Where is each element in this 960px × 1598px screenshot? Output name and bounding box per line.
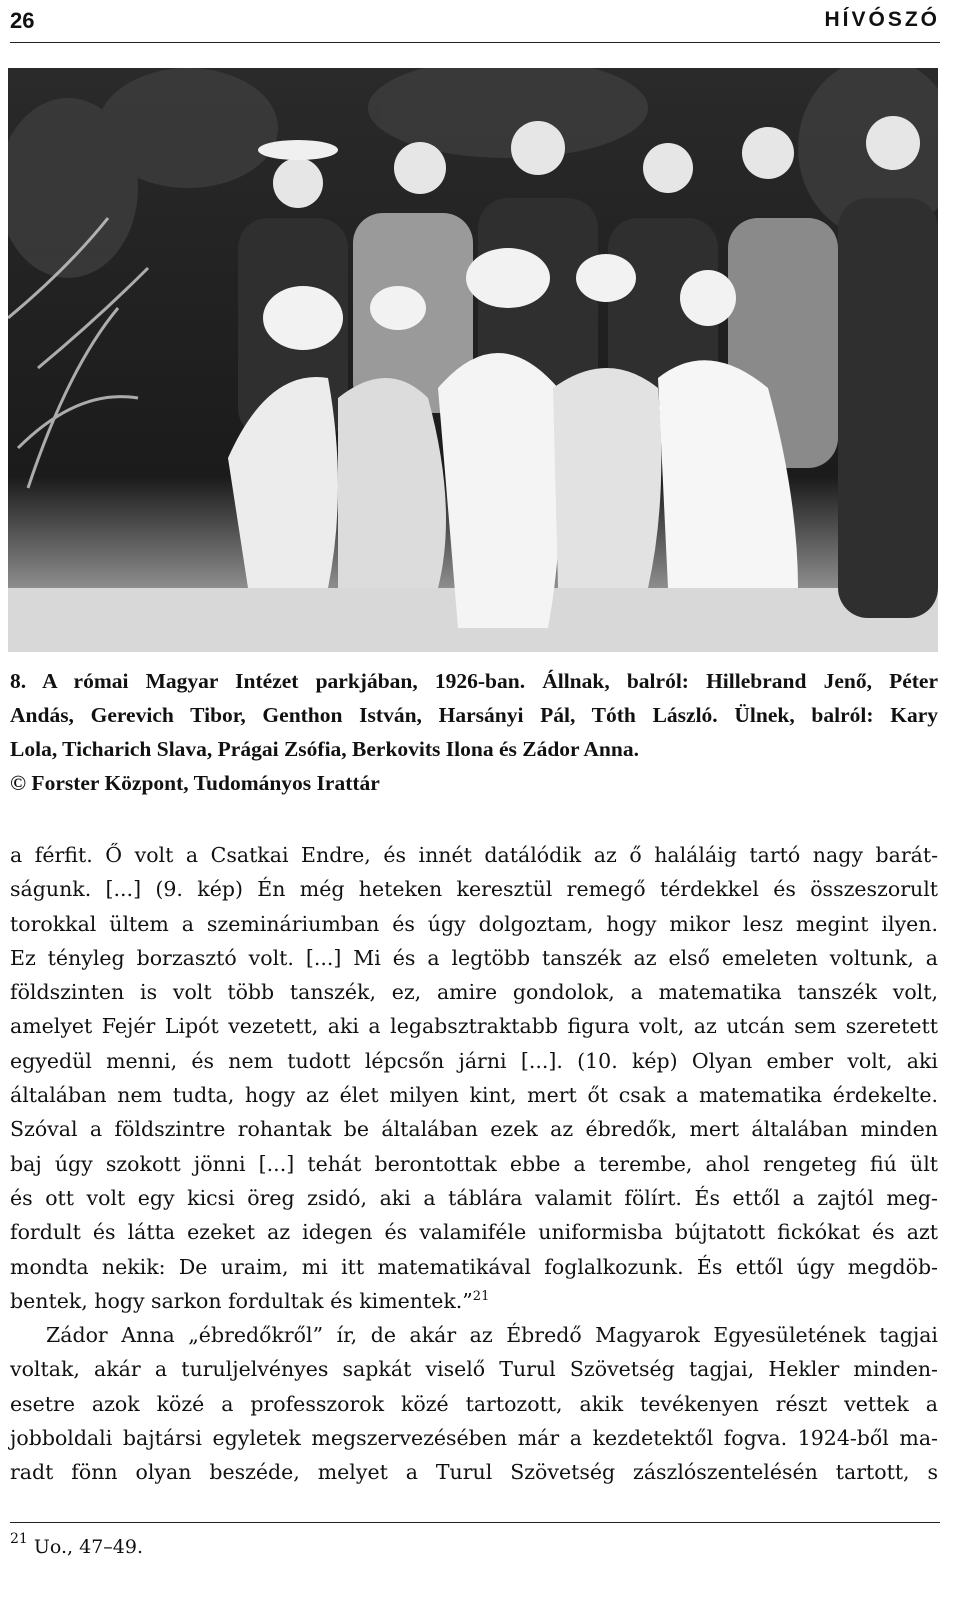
caption-line: 8. A római Magyar Intézet parkjában, 1926-ban. Állnak, balról: Hillebrand Jenő, Péter	[10, 669, 938, 693]
footnote-number: 21	[10, 1531, 28, 1547]
text-line: jobboldali bajtársi egyletek megszervezésében már a kezdetektől fogva. 1924-ből ma-	[10, 1426, 938, 1451]
text-line: fordult és látta ezeket az idegen és valamiféle uniformisba bújtatott fickókat és azt	[10, 1220, 938, 1245]
photo-illustration	[8, 68, 938, 652]
text-line: általában nem tudta, hogy az élet milyen kint, mert őt csak a matematika érdekelte.	[10, 1083, 938, 1108]
text-line-end	[10, 1284, 938, 1318]
text-line: földszinten is volt több tanszék, ez, amire gondolok, a matematika tanszék volt,	[10, 980, 938, 1005]
photo-caption	[10, 664, 938, 800]
page-header	[10, 8, 940, 36]
caption-line: Andás, Gerevich Tibor, Genthon István, Harsányi Pál, Tóth László. Ülnek, balról: Kary	[10, 703, 938, 727]
footnote-text: Uo., 47–49.	[33, 1536, 144, 1558]
text-line: ságunk. [...] (9. kép) Én még heteken keresztül remegő térdekkel és összeszorult	[10, 877, 938, 902]
running-title: HÍVÓSZÓ	[824, 8, 940, 31]
header-rule	[10, 42, 940, 43]
text-line: Ez tényleg borzasztó volt. [...] Mi és a legtöbb tanszék az első emeleten voltunk, a	[10, 945, 938, 970]
body-text	[10, 838, 938, 1490]
caption-credit: © Forster Központ, Tudományos Irattár	[10, 771, 380, 795]
caption-line: Lola, Ticharich Slava, Prágai Zsófia, Berkovits Ilona és Zádor Anna.	[10, 737, 639, 761]
footnote	[10, 1531, 144, 1558]
text-line: és ott volt egy kicsi öreg zsidó, aki a táblára valamit fölírt. És ettől a zajtól meg-	[10, 1185, 938, 1210]
footnote-ref: 21	[472, 1288, 490, 1304]
text-line: a férfit. Ő volt a Csatkai Endre, és innét datálódik az ő haláláig tartó nagy barát-	[10, 843, 938, 867]
footnote-rule	[10, 1522, 940, 1523]
text-line: esetre azok közé a professzorok közé tartozott, akik tevékenyen részt vettek a	[10, 1391, 938, 1416]
text-line: baj úgy szokott jönni [...] tehát berontottak ebbe a terembe, ahol rengeteg fiú ült	[10, 1151, 938, 1176]
text-line: voltak, akár a turuljelvényes sapkát viselő Turul Szövetség tagjai, Hekler minden-	[10, 1357, 938, 1382]
text-line: Zádor Anna „ébredőkről” ír, de akár az Ébredő Magyarok Egyesületének tagjai	[46, 1323, 938, 1348]
text-line: bentek, hogy sarkon fordultak és kimentek.”	[10, 1288, 473, 1313]
text-line: mondta nekik: De uraim, mi itt matematikával foglalkozunk. És ettől úgy megdöb-	[10, 1254, 938, 1279]
text-line: radt fönn olyan beszéde, melyet a Turul Szövetség zászlószentelésén tartott, s	[10, 1460, 938, 1485]
text-line: amelyet Fejér Lipót vezetett, aki a legabsztraktabb figura volt, az utcán sem szeretett	[10, 1014, 938, 1039]
text-line: Szóval a földszintre rohantak be általában ezek az ébredők, mert általában minden	[10, 1117, 938, 1142]
page-number: 26	[10, 8, 35, 33]
text-line: torokkal ültem a szemináriumban és úgy dolgoztam, hogy mikor lesz megint ilyen.	[10, 911, 938, 936]
group-photograph	[8, 68, 938, 652]
text-line: egyedül menni, és nem tudott lépcsőn járni [...]. (10. kép) Olyan ember volt, aki	[10, 1048, 938, 1073]
